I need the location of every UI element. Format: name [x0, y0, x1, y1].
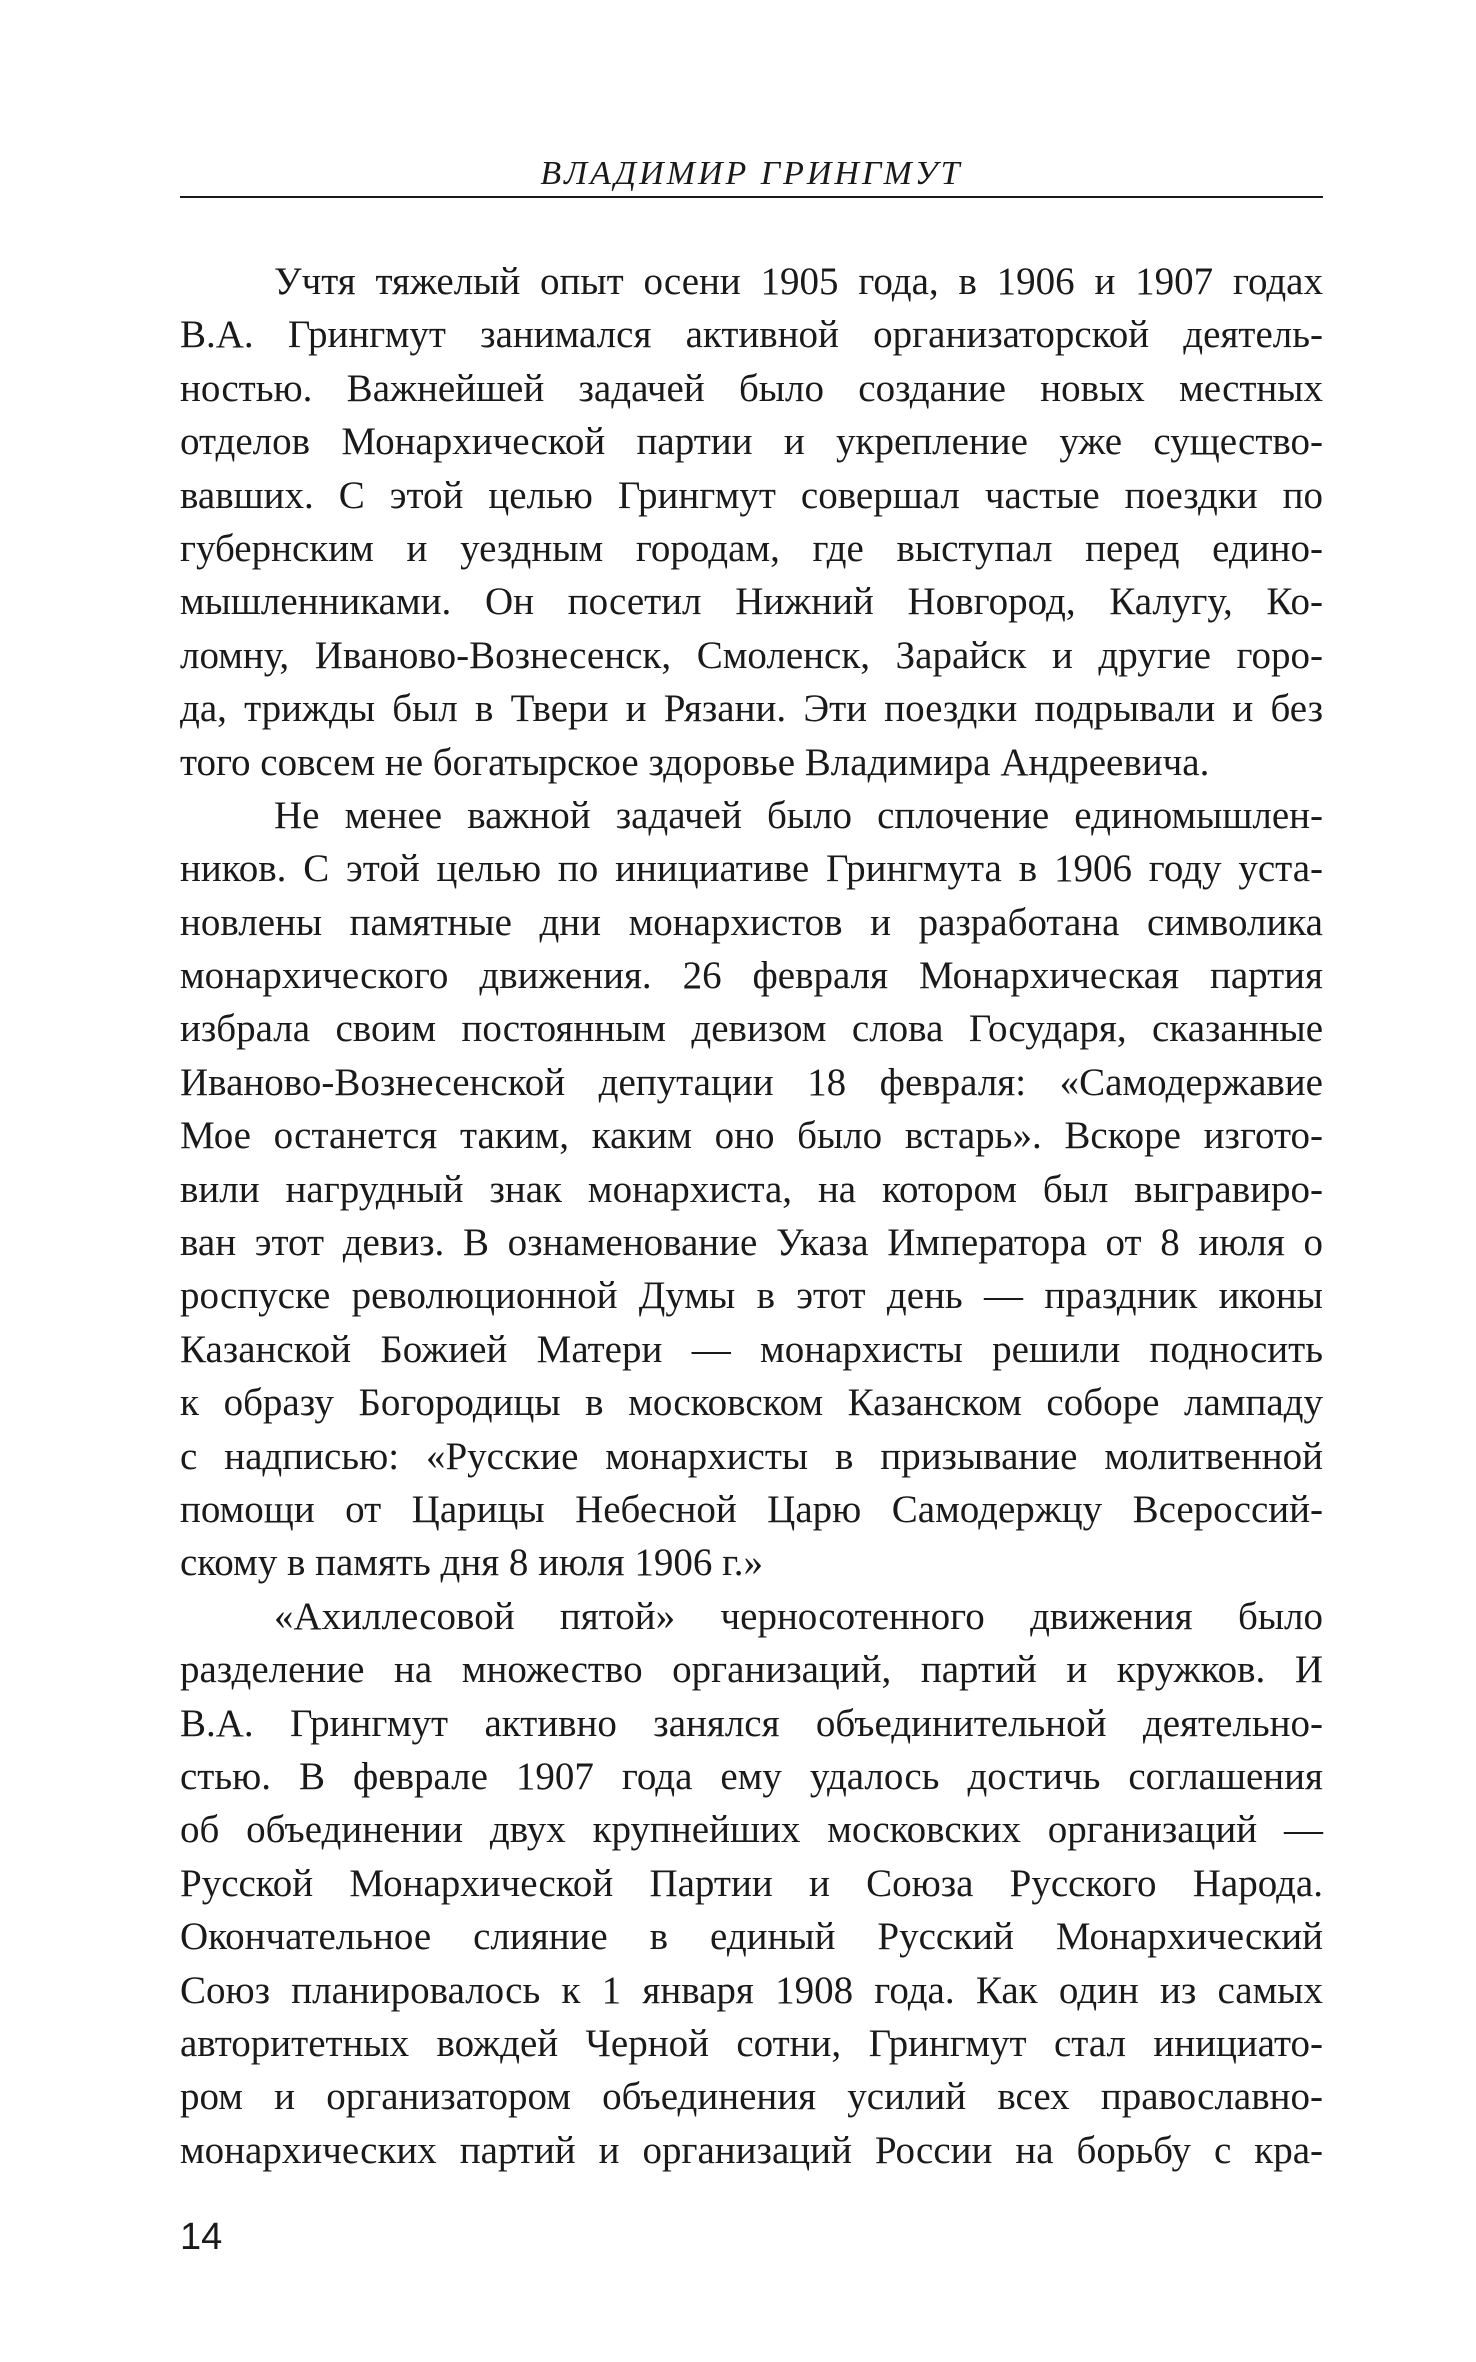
text-line: губернским и уездным городам, где выступал перед едино-	[180, 526, 1323, 570]
text-line: ломну, Иваново-Вознесенск, Смоленск, Зарайск и другие горо-	[180, 633, 1323, 677]
text-line: Союз планировалось к 1 января 1908 года. Как один из самых	[180, 1968, 1323, 2012]
running-header: ВЛАДИМИР ГРИНГМУТ	[540, 155, 963, 192]
text-line: да, трижды был в Твери и Рязани. Эти поездки подрывали и без	[180, 687, 1323, 731]
text-line: к образу Богородицы в московском Казанском соборе лампаду	[180, 1381, 1323, 1425]
text-line: «Ахиллесовой пятой» черносотенного движения было	[274, 1594, 1323, 1638]
text-line: ром и организатором объединения усилий всех православно-	[180, 2075, 1323, 2119]
text-line: монархических партий и организаций России на борьбу с кра-	[180, 2128, 1323, 2172]
page-number: 14	[180, 2216, 223, 2258]
body-text	[180, 255, 1323, 2177]
text-line: скому в память дня 8 июля 1906 г.»	[180, 1541, 763, 1585]
text-line: ван этот девиз. В ознаменование Указа Императора от 8 июля о	[180, 1221, 1323, 1265]
text-line: отделов Монархической партии и укрепление уже существо-	[180, 420, 1323, 464]
text-line: вили нагрудный знак монархиста, на котором был выгравиро-	[180, 1167, 1323, 1211]
text-line: Иваново-Вознесенской депутации 18 февраля: «Самодержавие	[180, 1060, 1323, 1104]
text-line: Казанской Божией Матери — монархисты решили подносить	[180, 1327, 1323, 1371]
text-line: ников. С этой целью по инициативе Грингмута в 1906 году уста-	[180, 847, 1323, 891]
text-line: В.А. Грингмут активно занялся объединительной деятельно-	[180, 1701, 1323, 1745]
text-line: авторитетных вождей Черной сотни, Грингмут стал инициато-	[180, 2021, 1323, 2065]
text-line: ностью. Важнейшей задачей было создание новых местных	[180, 366, 1323, 410]
text-line: разделение на множество организаций, партий и кружков. И	[180, 1648, 1323, 1692]
header-rule	[180, 196, 1323, 198]
text-line: стью. В феврале 1907 года ему удалось достичь соглашения	[180, 1754, 1323, 1798]
text-line: Окончательное слияние в единый Русский Монархический	[180, 1915, 1323, 1959]
text-line: Мое останется таким, каким оно было встарь». Вскоре изгото-	[180, 1114, 1323, 1158]
text-line: того совсем не богатырское здоровье Владимира Андреевича.	[180, 740, 1210, 784]
text-line: Русской Монархической Партии и Союза Русского Народа.	[180, 1861, 1323, 1905]
text-line: монархического движения. 26 февраля Монархическая партия	[180, 954, 1323, 998]
text-line: избрала своим постоянным девизом слова Государя, сказанные	[180, 1007, 1323, 1051]
text-line: Учтя тяжелый опыт осени 1905 года, в 1906 и 1907 годах	[274, 260, 1323, 303]
text-line: с надписью: «Русские монархисты в призывание молитвенной	[180, 1434, 1323, 1478]
text-line: мышленниками. Он посетил Нижний Новгород, Калугу, Ко-	[180, 580, 1323, 624]
text-line: помощи от Царицы Небесной Царю Самодержцу Всероссий-	[180, 1487, 1323, 1531]
text-line: роспуске революционной Думы в этот день — праздник иконы	[180, 1274, 1323, 1318]
text-line: вавших. С этой целью Грингмут совершал частые поездки по	[180, 473, 1323, 517]
text-line: В.А. Грингмут занимался активной организаторской деятель-	[180, 313, 1323, 357]
text-line: Не менее важной задачей было сплочение единомышлен-	[274, 793, 1323, 837]
text-line: об объединении двух крупнейших московских организаций —	[180, 1808, 1323, 1852]
text-line: новлены памятные дни монархистов и разработана символика	[180, 900, 1323, 944]
